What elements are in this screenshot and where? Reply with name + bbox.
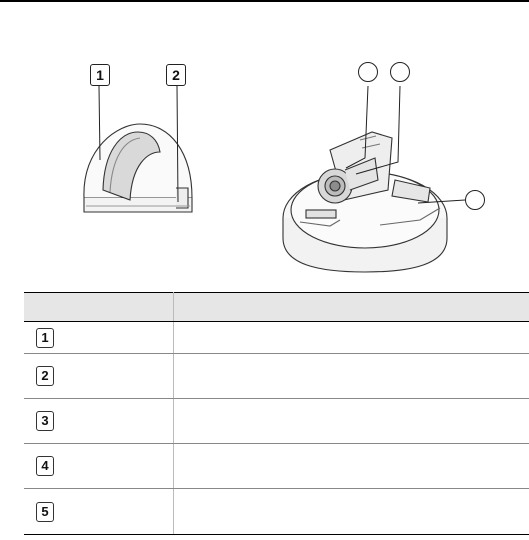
callout-1-label: 1 [90, 64, 110, 86]
part-number-badge: 5 [36, 502, 54, 522]
part-number-badge: 4 [36, 456, 54, 476]
header-description [174, 293, 529, 322]
callout-2-label: 2 [166, 64, 186, 86]
callout-3-marker [358, 62, 378, 82]
camera-drawing [0, 40, 529, 285]
part-description [174, 322, 529, 354]
part-description [174, 354, 529, 399]
part-description [174, 444, 529, 489]
header-number [24, 293, 174, 322]
table-row [24, 354, 529, 399]
table-row [24, 489, 529, 535]
part-number-badge: 3 [36, 411, 54, 431]
table-row [24, 322, 529, 354]
table-row [24, 399, 529, 444]
top-rule [0, 0, 529, 2]
table-row [24, 444, 529, 489]
parts-table [24, 292, 529, 535]
part-description [174, 489, 529, 535]
table-header-row [24, 293, 529, 322]
part-number-badge: 1 [36, 328, 54, 348]
part-number-badge: 2 [36, 366, 54, 386]
callout-5-marker [465, 190, 485, 210]
callout-4-marker [390, 62, 410, 82]
part-description [174, 399, 529, 444]
camera-illustration [0, 40, 529, 285]
